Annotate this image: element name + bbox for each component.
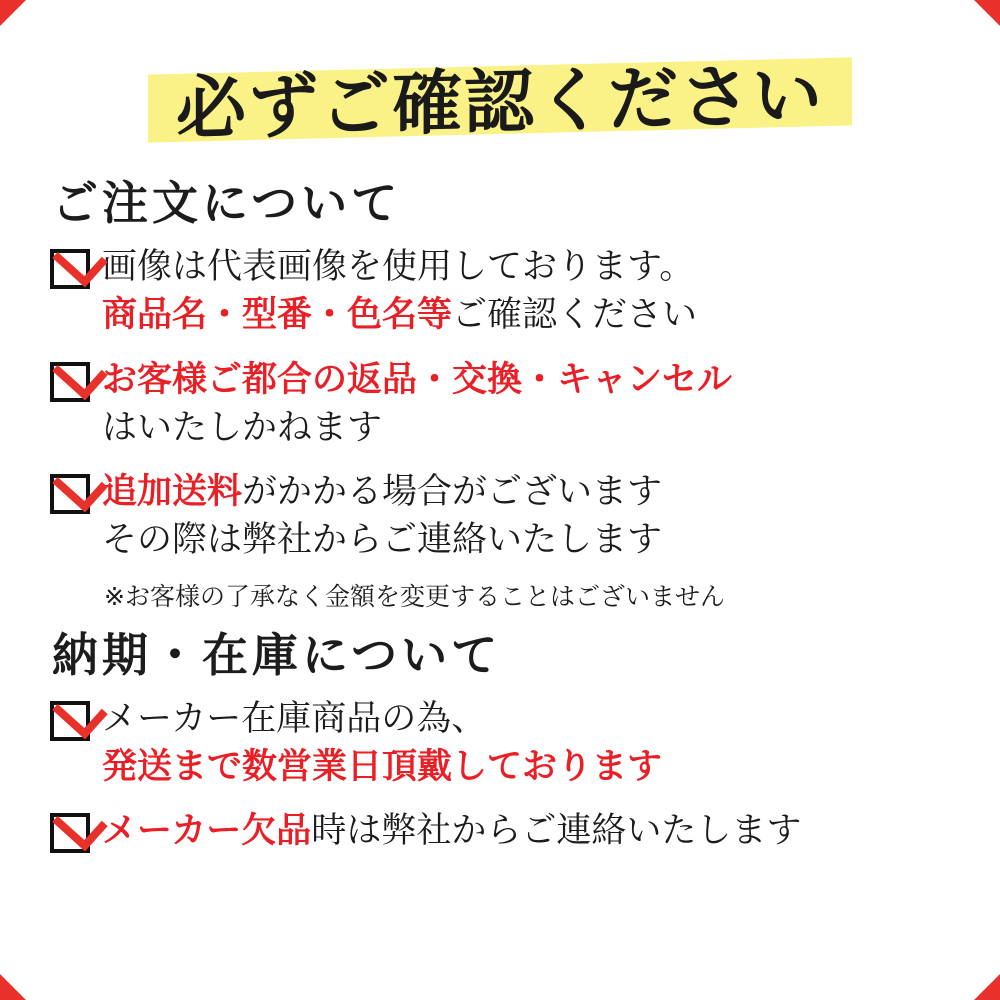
list-item-line: メーカー在庫商品の為、 [102,698,487,739]
plain-text: ご確認ください [452,295,698,336]
list-item [50,807,962,855]
list-item-line [102,468,962,516]
highlight-text: 商品名・型番・色名等 [102,295,453,336]
plain-text: 時は弊社からご連絡いたします [311,811,802,852]
list-item-line: お客様ご都合の返品・交換・キャンセル [102,359,733,400]
corner-decoration-bottom-left [0,974,26,1000]
list-item-text [102,243,962,340]
list-item-line: その際は弊社からご連絡いたします [102,520,663,561]
checkbox-checked-icon [50,362,90,402]
corner-decoration-bottom-right [974,974,1000,1000]
plain-text: がかかる場合がございます [242,472,663,513]
list-item [50,243,962,340]
checkbox-checked-icon [50,474,90,514]
banner [38,44,962,149]
section-delivery-stock [38,619,962,856]
checkbox-checked-icon [50,249,90,289]
highlight-text: 追加送料 [102,472,243,513]
list-item-text [102,807,962,855]
section-heading: 納期・在庫について [52,627,502,682]
list-item-note: ※お客様の了承なく金額を変更することはございません [104,581,725,611]
list-item-text [102,695,962,792]
list-item-text [102,468,962,565]
page-title: 必ずご確認ください [176,54,824,150]
list-item-text [102,356,962,453]
section-heading: ご注文について [52,176,402,230]
highlight-text: メーカー欠品 [102,811,312,852]
corner-decoration-top-left [0,0,26,26]
list-item [50,356,962,453]
list-item-line: 画像は代表画像を使用しております。 [102,247,695,287]
list-item-line [102,291,962,339]
section-orders [38,167,962,613]
checkbox-checked-icon [50,701,90,741]
list-item-line [102,807,962,855]
corner-decoration-top-right [974,0,1000,26]
list-item-line: 発送まで数営業日頂戴しております [102,747,663,788]
checkbox-checked-icon [50,813,90,853]
list-item [50,468,962,565]
list-item [50,695,962,792]
list-item-line: はいたしかねます [102,407,383,448]
